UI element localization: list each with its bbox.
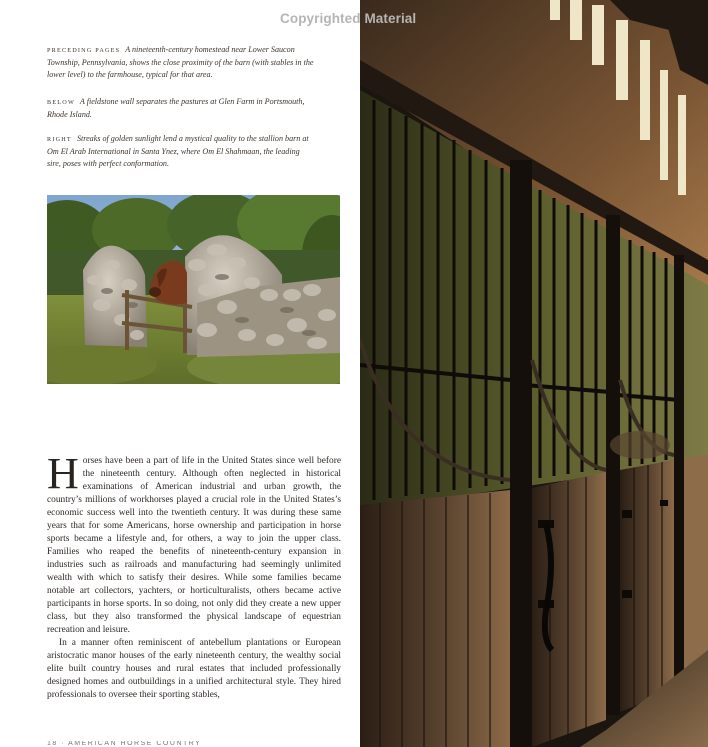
stallion-barn-photo bbox=[360, 0, 708, 747]
caption-text: A nineteenth-century homestead near Lower Saucon Township, Pennsylvania, shows the close proximity of the barn (with stables in the lower level) to the farmhouse, typical for that area. bbox=[47, 45, 314, 79]
caption-right bbox=[47, 133, 315, 170]
paragraph-1: orses have been a part of life in the United States since well before the nineteenth century. Although often neglected in historical examinations of American industrial and urban growth, the country’s millions of workhorses played a crucial role in the United States’s economic success well into the twentieth century. It was during these same years that for some Americans, horse ownership and participation in horse sports became a lifestyle and, for others, a way to join the upper class. Families who reaped the benefits of nineteenth-century expansion in industries such as railroads and manufacturing had seemingly unlimited wealth with which to satisfy their desires. While some families became notable art collectors, yachters, or horticulturalists, others became active participants in horse sports. In so doing, not only did they create a new upper class, but they also transformed the physical landscape of equestrian recreation and leisure. bbox=[47, 456, 341, 635]
caption-text: A fieldstone wall separates the pastures at Glen Farm in Portsmouth, Rhode Island. bbox=[47, 97, 305, 119]
caption-below bbox=[47, 96, 315, 121]
drop-cap: H bbox=[47, 449, 79, 498]
caption-label: BELOW bbox=[47, 99, 75, 106]
page-footer: 18 · AMERICAN HORSE COUNTRY bbox=[47, 741, 202, 747]
body-text bbox=[47, 449, 341, 702]
fieldstone-wall-photo bbox=[47, 195, 340, 384]
paragraph-2: In a manner often reminiscent of antebellum plantations or European aristocratic manor houses of the early nineteenth century, the wealthy social elite built country houses and rural estates that included professionally designed homes and outbuildings in a unified architectural style. They hired professionals to oversee their sporting stables, bbox=[47, 638, 341, 700]
caption-label: PRECEDING PAGES bbox=[47, 47, 121, 54]
caption-preceding-pages bbox=[47, 44, 315, 81]
caption-label: RIGHT bbox=[47, 136, 72, 143]
copyright-watermark: Copyrighted Material bbox=[280, 11, 417, 26]
caption-text: Streaks of golden sunlight lend a mystical quality to the stallion barn at Om El Arab International in Santa Ynez, where Om El Shahmaan, the leading sire, poses with perfect conformation. bbox=[47, 134, 309, 168]
